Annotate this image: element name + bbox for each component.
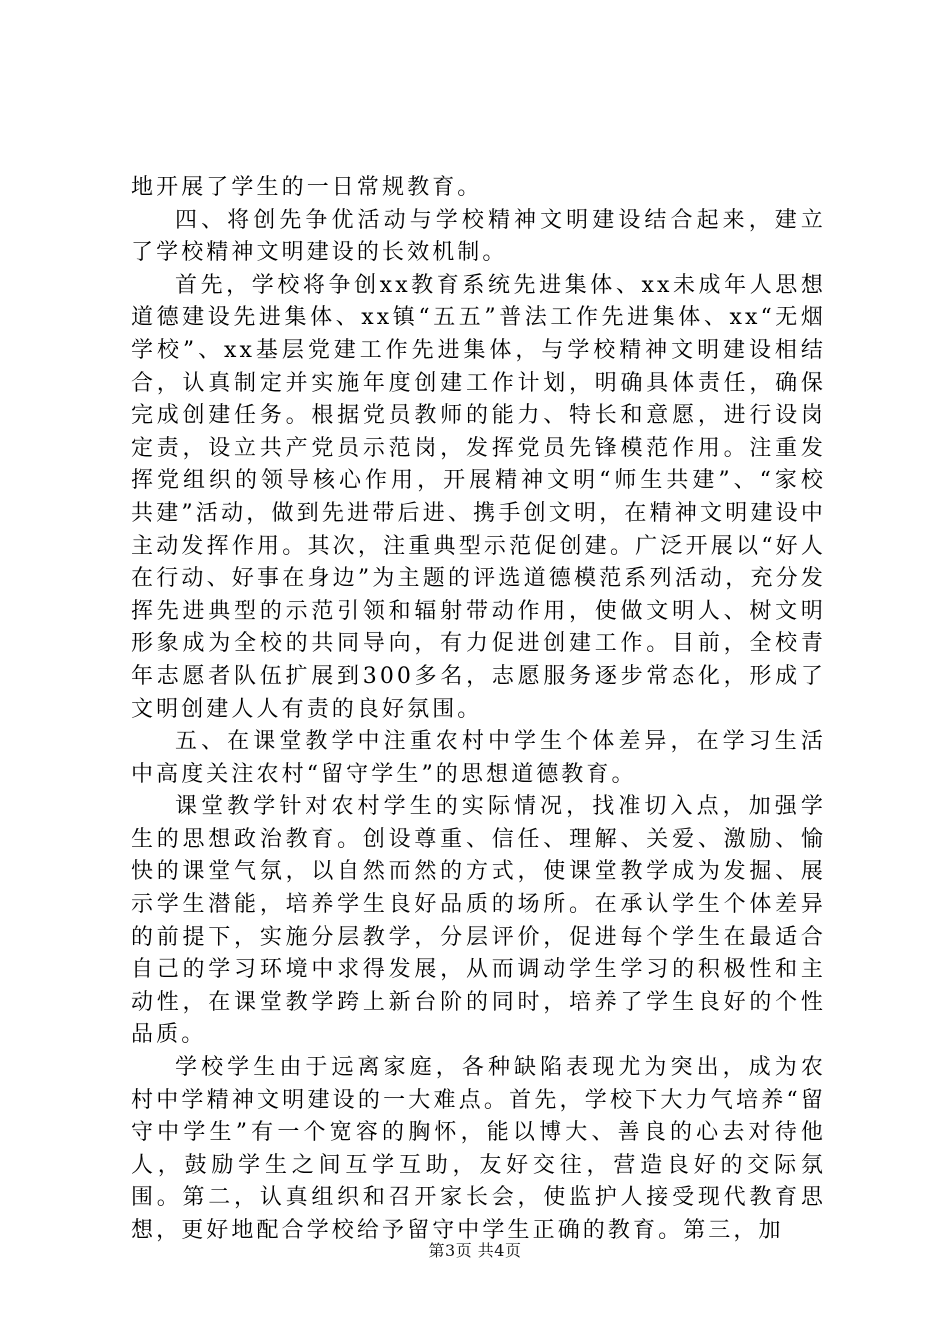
- paragraph-section-four-body: 首先，学校将争创xx教育系统先进集体、xx未成年人思想道德建设先进集体、xx镇“五五”普法工作先进集体、xx“无烟学校”、xx基层党建工作先进集体，与学校精神文明建设相结合，认真制定并实施年度创建工作计划，明确具体责任，确保完成创建任务。根据党员教师的能力、特长和意愿，进行设岗定责，设立共产党员示范岗，发挥党员先锋模范作用。注重发挥党组织的领导核心作用，开展精神文明“师生共建”、“家校共建”活动，做到先进带后进、携手创文明，在精神文明建设中主动发挥作用。其次，注重典型示范促创建。广泛开展以“好人在行动、好事在身边”为主题的评选道德模范系列活动，充分发挥先进典型的示范引领和辐射带动作用，使做文明人、树文明形象成为全校的共同导向，有力促进创建工作。目前，全校青年志愿者队伍扩展到300多名，志愿服务逐步常态化，形成了文明创建人人有责的良好氛围。: [131, 272, 826, 722]
- paragraph-left-behind-students: 学校学生由于远离家庭，各种缺陷表现尤为突出，成为农村中学精神文明建设的一大难点。首先，学校下大力气培养“留守中学生”有一个宽容的胸怀，能以博大、善良的心去对待他人，鼓励学生之间互学互助，友好交往，营造良好的交际氛围。第二，认真组织和召开家长会，使监护人接受现代教育思想，更好地配合学校给予留守中学生正确的教育。第三，加: [131, 1055, 826, 1243]
- page-footer: [0, 1238, 950, 1261]
- paragraph-classroom-teaching: 课堂教学针对农村学生的实际情况，找准切入点，加强学生的思想政治教育。创设尊重、信任、理解、关爱、激励、愉快的课堂气氛，以自然而然的方式，使课堂教学成为发掘、展示学生潜能，培养学生良好品质的场所。在承认学生个体差异的前提下，实施分层教学，分层评价，促进每个学生在最适合自己的学习环境中求得发展，从而调动学生学习的积极性和主动性，在课堂教学跨上新台阶的同时，培养了学生良好的个性品质。: [131, 794, 826, 1048]
- page-number-label: 第3页 共4页: [428, 1241, 522, 1260]
- paragraph-section-five-heading: 五、在课堂教学中注重农村中学生个体差异，在学习生活中高度关注农村“留守学生”的思想道德教育。: [131, 729, 826, 787]
- paragraph-continuation: 地开展了学生的一日常规教育。: [131, 175, 483, 200]
- paragraph-section-four-heading: 四、将创先争优活动与学校精神文明建设结合起来，建立了学校精神文明建设的长效机制。: [131, 207, 826, 266]
- document-body: [131, 172, 826, 1248]
